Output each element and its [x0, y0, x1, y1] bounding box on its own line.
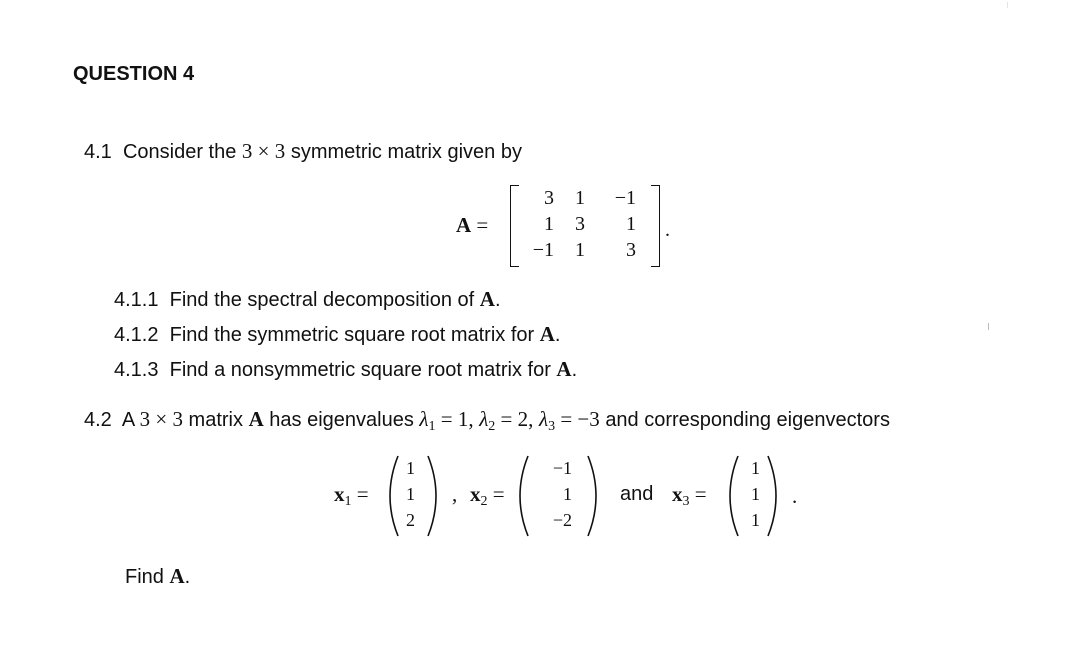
matrix-cell: 1: [544, 213, 554, 235]
lambda-symbol: λ: [419, 407, 429, 431]
scan-artifact: [1007, 2, 1008, 8]
matrix-cell: 3: [544, 187, 554, 209]
eigenvalue-value: = 2,: [500, 407, 534, 431]
subpart-number: 4.1.2: [114, 324, 159, 346]
subpart-number: 4.1.3: [114, 359, 159, 381]
vector-symbol: x: [470, 482, 481, 506]
x2-entry: −1: [552, 458, 572, 478]
matrix-symbol: A: [169, 564, 185, 588]
x2-entry: −2: [552, 510, 572, 530]
matrix-symbol: A: [556, 357, 572, 381]
x3-entry: 1: [751, 510, 760, 530]
matrix-a-label: A =: [456, 213, 489, 237]
scan-artifact: [988, 323, 989, 330]
lambda-symbol: λ: [479, 407, 489, 431]
subpart-text: Find a nonsymmetric square root matrix for: [169, 359, 551, 381]
q42-number: 4.2: [84, 409, 112, 431]
period: .: [494, 289, 501, 311]
matrix-a: [456, 183, 671, 267]
subpart-number: 4.1.1: [114, 289, 159, 311]
period: .: [184, 566, 191, 588]
x2-entry: 1: [563, 484, 572, 504]
x3-entry: 1: [751, 458, 760, 478]
matrix-cell: 1: [575, 239, 585, 261]
question-heading: QUESTION 4: [73, 63, 195, 85]
q41-number: 4.1: [84, 141, 112, 163]
find-text: Find: [125, 566, 164, 588]
find-a: [125, 564, 190, 589]
vector-symbol: x: [672, 482, 683, 506]
matrix-end-punct: .: [665, 219, 670, 241]
subscript: 1: [344, 494, 352, 509]
q41-text-after: symmetric matrix given by: [290, 141, 522, 163]
subscript: 2: [488, 419, 496, 434]
eigenvalue-value: = 1,: [440, 407, 474, 431]
subpart-text: Find the spectral decomposition of: [169, 289, 475, 311]
q42-text: has eigenvalues: [269, 409, 414, 431]
right-paren: [588, 456, 596, 536]
subpart-411: [114, 287, 501, 312]
eigenvalue-2: [479, 407, 534, 434]
q41-text-before: Consider the: [122, 141, 237, 163]
x1-entry: 1: [406, 458, 415, 478]
lambda-symbol: λ: [538, 407, 549, 431]
subpart-text: Find the symmetric square root matrix for: [169, 324, 535, 346]
q42-intro: [84, 407, 890, 435]
q42-dims: 3 × 3: [139, 407, 183, 431]
matrix-symbol: A: [248, 407, 264, 431]
q41-intro: [84, 139, 522, 164]
eigenvalue-1: [419, 407, 474, 434]
q42-text: and corresponding eigenvectors: [605, 409, 890, 431]
eigenvalue-3: [538, 407, 600, 434]
x1-label: [334, 482, 369, 507]
left-bracket: [510, 185, 519, 267]
subpart-413: [114, 357, 577, 382]
matrix-cell: −1: [532, 239, 554, 261]
period: .: [571, 359, 578, 381]
matrix-symbol: A: [539, 322, 555, 346]
equals: =: [492, 482, 505, 506]
subscript: 3: [548, 419, 556, 434]
matrix-cell: 3: [575, 213, 585, 235]
q42-text: matrix: [188, 409, 243, 431]
x3-label: [672, 482, 707, 507]
x2-label: [470, 482, 505, 507]
x3-entry: 1: [751, 484, 760, 504]
matrix-cell: 3: [626, 239, 636, 261]
matrix-cell: 1: [575, 187, 585, 209]
x1-entry: 1: [406, 484, 415, 504]
subscript: 3: [682, 494, 690, 509]
x1-entry: 2: [406, 510, 415, 530]
matrix-symbol: A: [479, 287, 495, 311]
equals: =: [356, 482, 369, 506]
matrix-cell: −1: [614, 187, 636, 209]
period: .: [554, 324, 561, 346]
q41-dims: 3 × 3: [241, 139, 286, 163]
comma: ,: [452, 482, 458, 506]
subscript: 1: [428, 419, 436, 434]
equals: =: [694, 482, 707, 506]
q42-text: A: [121, 409, 135, 431]
right-paren: [428, 456, 436, 536]
eigenvalue-value: = −3: [560, 407, 600, 431]
subscript: 2: [480, 494, 488, 509]
subpart-412: [114, 322, 560, 347]
vector-symbol: x: [334, 482, 345, 506]
and-text: and: [620, 483, 654, 505]
vectors-end-punct: .: [792, 484, 798, 508]
right-paren: [768, 456, 776, 536]
left-paren: [520, 456, 528, 536]
matrix-cell: 1: [626, 213, 636, 235]
